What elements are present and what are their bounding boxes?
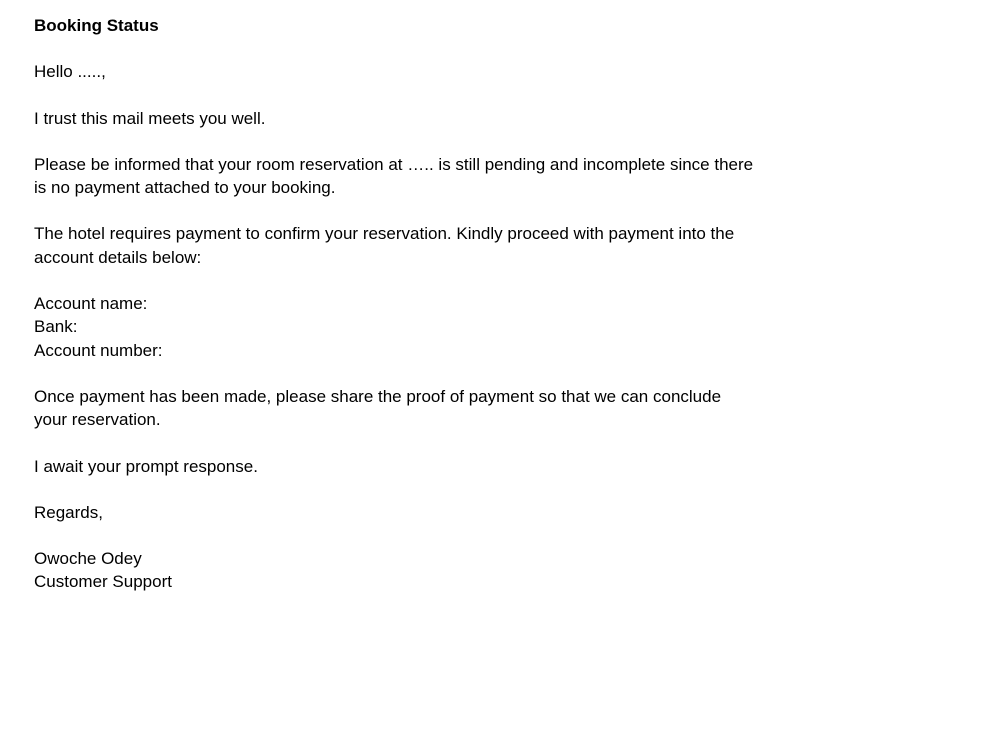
account-name-label: Account name:: [34, 294, 148, 314]
signature: [34, 547, 754, 594]
account-details: [34, 292, 754, 362]
page-title: Booking Status: [34, 16, 159, 35]
account-number-label: Account number:: [34, 340, 163, 360]
signature-role: Customer Support: [34, 572, 172, 592]
intro-line: I trust this mail meets you well.: [34, 108, 266, 128]
payment-paragraph: The hotel requires payment to confirm your reservation. Kindly proceed with payment into the account details below:: [34, 224, 735, 267]
pending-paragraph: Please be informed that your room reservation at ….. is still pending and incomplete since there is no payment attached to your booking.: [34, 154, 754, 198]
letter-body: [34, 14, 754, 617]
signature-name: Owoche Odey: [34, 549, 142, 569]
bank-label: Bank:: [34, 317, 78, 337]
greeting: Hello .....,: [34, 62, 106, 82]
await-line: I await your prompt response.: [34, 456, 258, 476]
closing-line: Regards,: [34, 502, 103, 522]
proof-paragraph: Once payment has been made, please share the proof of payment so that we can conclude your reservation.: [34, 386, 722, 430]
